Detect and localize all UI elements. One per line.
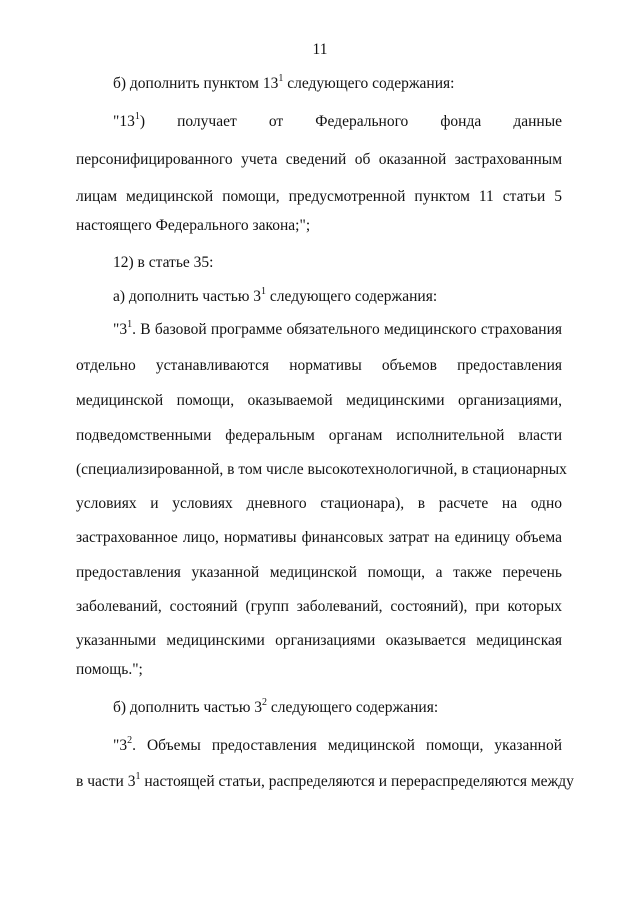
clause-13-1-line-3: лицам медицинской помощи, предусмотренной пунктом 11 статьи 5 bbox=[76, 188, 562, 205]
part-3-1-line-8: предоставления указанной медицинской помощи, а также перечень bbox=[76, 564, 562, 581]
part-3-1-line-9: заболеваний, состояний (групп заболеваний, состояний), при которых bbox=[76, 598, 562, 615]
part-3-1-line-6: условиях и условиях дневного стационара), в расчете на одно bbox=[76, 495, 562, 512]
part-3-2-line-1: "$3^2$. Объемы предоставления медицинской помощи, указанной bbox=[113, 734, 562, 754]
part-3-1-line-10: указанными медицинскими организациями оказывается медицинская bbox=[76, 632, 562, 649]
amendment-b-intro: б) дополнить пунктом $13^1$ следующего содержания: bbox=[113, 72, 455, 92]
page-number: 11 bbox=[312, 41, 328, 58]
part-3-1-line-1: "$3^1$. В базовой программе обязательного медицинского страхования bbox=[113, 318, 562, 338]
amendment-a-intro: а) дополнить частью $3^1$ следующего содержания: bbox=[113, 285, 438, 305]
amendment-b2-intro: б) дополнить частью $3^2$ следующего содержания: bbox=[113, 696, 439, 716]
part-3-2-line-2: в части $3^1$ настоящей статьи, распределяются и перераспределяются между bbox=[76, 770, 574, 790]
clause-13-1-line-4: настоящего Федерального закона;"; bbox=[76, 217, 311, 234]
part-3-1-line-7: застрахованное лицо, нормативы финансовых затрат на единицу объема bbox=[76, 529, 562, 546]
part-3-1-line-5: (специализированной, в том числе высокотехнологичной, в стационарных bbox=[76, 461, 567, 478]
item-12-heading: 12) в статье 35: bbox=[113, 254, 214, 271]
clause-13-1-line-1: "$13^1$) получает от Федерального фонда данные bbox=[113, 110, 562, 130]
part-3-1-line-3: медицинской помощи, оказываемой медицинскими организациями, bbox=[76, 392, 562, 409]
clause-13-1-line-2: персонифицированного учета сведений об оказанной застрахованным bbox=[76, 151, 562, 168]
part-3-1-line-4: подведомственными федеральным органам исполнительной власти bbox=[76, 427, 562, 444]
part-3-1-line-11: помощь."; bbox=[76, 661, 143, 678]
part-3-1-line-2: отдельно устанавливаются нормативы объемов предоставления bbox=[76, 357, 562, 374]
